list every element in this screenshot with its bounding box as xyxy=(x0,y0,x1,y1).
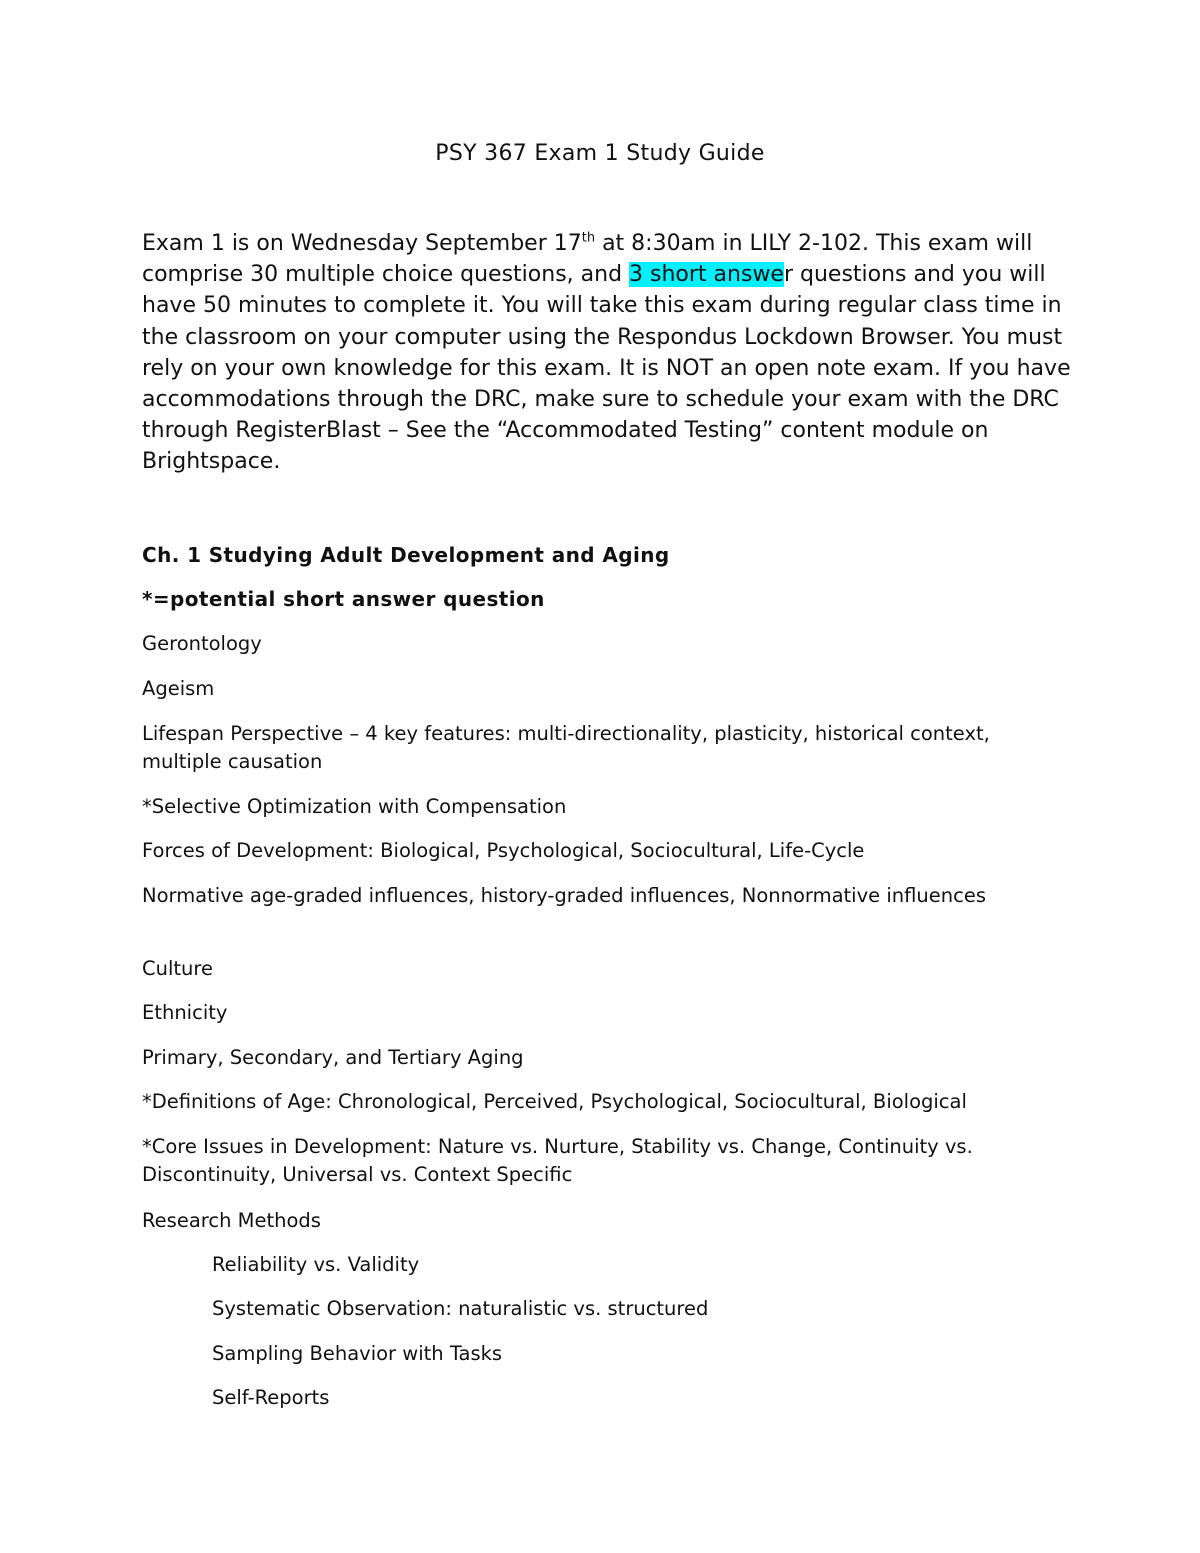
list-item: Forces of Development: Biological, Psychological, Sociocultural, Life-Cycle xyxy=(142,839,865,862)
list-item: *Core Issues in Development: Nature vs. Nurture, Stability vs. Change, Continuity vs. Discontinuity, Universal vs. Context Specific xyxy=(142,1135,973,1186)
list-item: Normative age-graded influences, history-graded influences, Nonnormative influences xyxy=(142,884,986,907)
list-item: Primary, Secondary, and Tertiary Aging xyxy=(142,1046,524,1069)
list-item: Gerontology xyxy=(142,632,262,655)
document-title: PSY 367 Exam 1 Study Guide xyxy=(435,141,765,166)
list-item: Culture xyxy=(142,957,213,980)
sub-list-item: Self-Reports xyxy=(212,1386,330,1409)
intro-superscript: th xyxy=(581,230,596,246)
sub-list-item: Reliability vs. Validity xyxy=(212,1253,420,1276)
list-item: *Definitions of Age: Chronological, Perceived, Psychological, Sociocultural, Biological xyxy=(142,1090,967,1113)
list-item: Lifespan Perspective – 4 key features: multi-directionality, plasticity, historical context, multiple causation xyxy=(142,722,990,773)
list-item: Ageism xyxy=(142,677,215,700)
sub-list-item: Systematic Observation: naturalistic vs. structured xyxy=(212,1297,709,1320)
list-item: Ethnicity xyxy=(142,1001,228,1024)
intro-text-1: Exam 1 is on Wednesday September 17 xyxy=(142,231,582,256)
legend-heading: *=potential short answer question xyxy=(142,587,545,611)
intro-paragraph xyxy=(142,228,1072,478)
intro-text-2: at 8:30am in LILY 2-102. This exam will comprise 30 multiple choice questions, and xyxy=(142,231,1033,288)
chapter-heading: Ch. 1 Studying Adult Development and Aging xyxy=(142,543,670,567)
list-item: Research Methods xyxy=(142,1209,321,1232)
highlighted-text: 3 short answe xyxy=(629,262,784,288)
list-item: *Selective Optimization with Compensation xyxy=(142,795,567,818)
sub-list-item: Sampling Behavior with Tasks xyxy=(212,1342,503,1365)
intro-text-3: r questions and you will have 50 minutes to complete it. You will take this exam during regular class time in the classroom on your computer using the Respondus Lockdown Browser. You must rely on your own knowledge for this exam. It is NOT an open note exam. If you have accommodations through the DRC, make sure to schedule your exam with the DRC through RegisterBlast – See the “Accommodated Testing” content module on Brightspace. xyxy=(142,262,1071,475)
